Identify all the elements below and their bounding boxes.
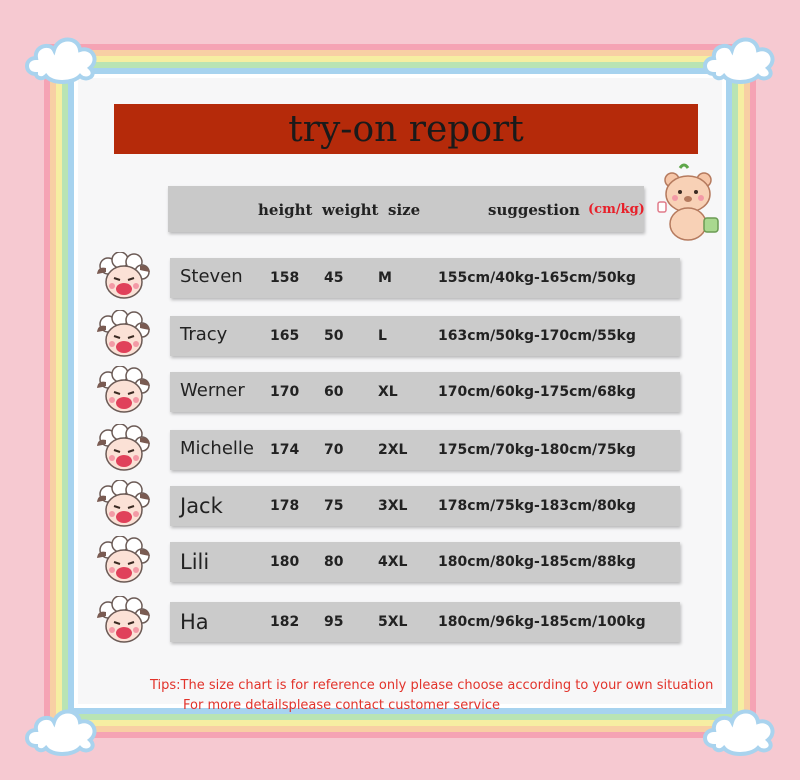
row-size: 4XL [378,554,408,570]
row-name: Ha [180,610,209,634]
cloud-icon [700,28,780,84]
row-suggestion: 180cm/96kg-185cm/100kg [438,614,646,630]
row-size: M [378,270,392,286]
cloud-icon [22,28,102,84]
row-height: 178 [270,498,300,514]
row-weight: 45 [324,270,344,286]
table-row [170,486,680,526]
table-row [170,430,680,470]
sheep-avatar-icon [96,252,152,302]
table-row [170,372,680,412]
header-height: height [258,201,313,219]
table-row [170,542,680,582]
sheep-avatar-icon [96,310,152,360]
row-weight: 60 [324,384,344,400]
row-size: XL [378,384,398,400]
sheep-avatar-icon [96,424,152,474]
row-suggestion: 163cm/50kg-170cm/55kg [438,328,636,344]
tips-line-2: For more detailsplease contact customer service [183,698,500,713]
row-weight: 70 [324,442,344,458]
title-bar [114,104,698,154]
tips [150,676,713,716]
row-height: 180 [270,554,300,570]
row-weight: 50 [324,328,344,344]
row-weight: 75 [324,498,344,514]
row-name: Lili [180,550,210,574]
row-weight: 80 [324,554,344,570]
sheep-avatar-icon [96,536,152,586]
row-size: 2XL [378,442,408,458]
row-height: 158 [270,270,300,286]
row-name: Jack [180,494,223,518]
row-name: Tracy [180,324,228,345]
header-suggestion: suggestion [488,201,580,219]
row-size: 3XL [378,498,408,514]
sheep-avatar-icon [96,366,152,416]
bear-mascot-icon [650,160,730,244]
table-row [170,602,680,642]
row-name: Steven [180,266,243,287]
header-size: size [388,201,421,219]
row-name: Werner [180,380,245,401]
row-suggestion: 175cm/70kg-180cm/75kg [438,442,636,458]
row-height: 170 [270,384,300,400]
row-suggestion: 170cm/60kg-175cm/68kg [438,384,636,400]
sheep-avatar-icon [96,596,152,646]
row-suggestion: 178cm/75kg-183cm/80kg [438,498,636,514]
table-row [170,258,680,298]
sheep-avatar-icon [96,480,152,530]
header-weight: weight [322,201,379,219]
row-suggestion: 155cm/40kg-165cm/50kg [438,270,636,286]
header-unit: (cm/kg) [588,202,645,217]
header-bar [168,186,644,232]
cloud-icon [22,700,102,756]
row-height: 182 [270,614,300,630]
row-name: Michelle [180,438,254,459]
row-weight: 95 [324,614,344,630]
row-size: L [378,328,387,344]
tips-line-1: Tips:The size chart is for reference only please choose according to your own situation [150,678,714,693]
table-row [170,316,680,356]
page-title: try-on report [288,108,524,150]
row-height: 174 [270,442,300,458]
row-height: 165 [270,328,300,344]
row-suggestion: 180cm/80kg-185cm/88kg [438,554,636,570]
row-size: 5XL [378,614,408,630]
